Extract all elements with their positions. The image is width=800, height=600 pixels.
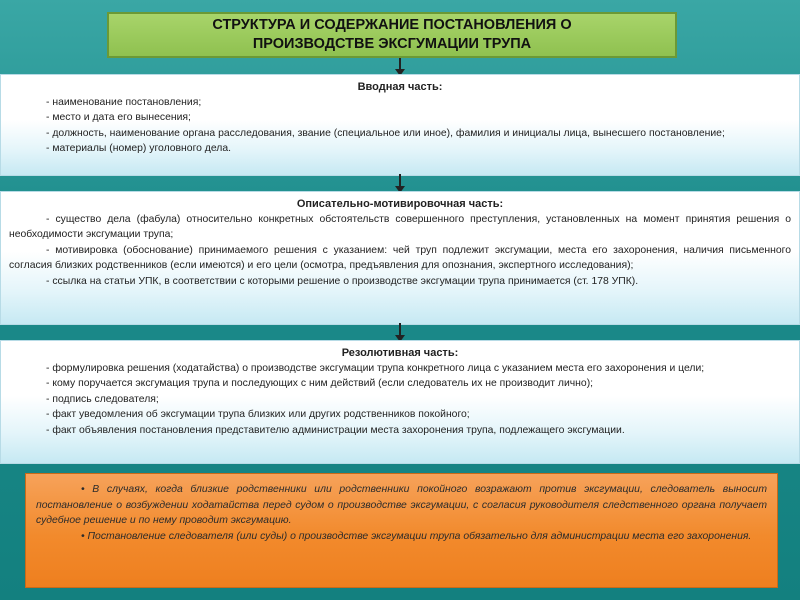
resolution-item: - подпись следователя; [46,393,159,405]
intro-item: - наименование постановления; [46,97,202,108]
title-line-2: ПРОИЗВОДСТВЕ ЭКСГУМАЦИИ ТРУПА [252,36,532,52]
note-item: • В случаях, когда близкие родственники или родственники покойного возражают против эксгумации, следователь выносит постановление о возбуждении ходатайства перед судом о производстве эксгумации, с согласия руководителя следственного органа получает судебное решение и по нему проводит эксгумацию. [36,484,767,527]
resolution-heading: Резолютивная часть: [341,347,459,359]
note-item: • Постановление следователя (или суды) о производстве эксгумации трупа обязательно для администрации места его захоронения. [81,530,752,542]
resolution-item: - факт объявления постановления представителю администрации места захоронения трупа, подлежащего эксгумации. [46,424,625,436]
arrow-down-icon [399,323,401,340]
descriptive-item: - мотивировка (обоснование) принимаемого решения с указанием: чей труп подлежит эксгумации, места его захоронения, наличия письменного согласия близких родственников (если имеются) и его цели (осмотра, предъявления для опознания, экспертного исследования); [9,244,791,272]
descriptive-heading: Описательно-мотивировочная часть: [296,198,504,210]
descriptive-item: - существо дела (фабула) относительно конкретных обстоятельств совершенного преступления, установленных на момент принятия решения о необходимости эксгумации трупа; [9,214,791,241]
note-box [25,473,778,588]
intro-item: - должность, наименование органа расследования, звание (специальное или иное), фамилия и инициалы лица, вынесшего постановление; [46,127,725,139]
intro-item: - место и дата его вынесения; [46,112,191,124]
arrow-down-icon [399,58,401,74]
descriptive-item: - ссылка на статьи УПК, в соответствии с которыми решение о производстве эксгумации трупа принимается (ст. 178 УПК). [46,275,639,287]
intro-heading: Вводная часть: [357,81,443,93]
intro-section [0,74,800,176]
intro-item: - материалы (номер) уголовного дела. [46,143,232,155]
slide-title [107,12,677,58]
resolution-item: - кому поручается эксгумация трупа и последующих с ним действий (если следователь их не производит лично); [46,378,594,390]
resolution-section [0,340,800,464]
resolution-item: - факт уведомления об эксгумации трупа близких или других родственников покойного; [46,409,470,421]
arrow-down-icon [399,174,401,191]
resolution-item: - формулировка решения (ходатайства) о производстве эксгумации трупа конкретного лица с указанием места его захоронения и цели; [46,363,705,374]
title-line-1: СТРУКТУРА И СОДЕРЖАНИЕ ПОСТАНОВЛЕНИЯ О [212,17,572,33]
descriptive-section [0,191,800,325]
